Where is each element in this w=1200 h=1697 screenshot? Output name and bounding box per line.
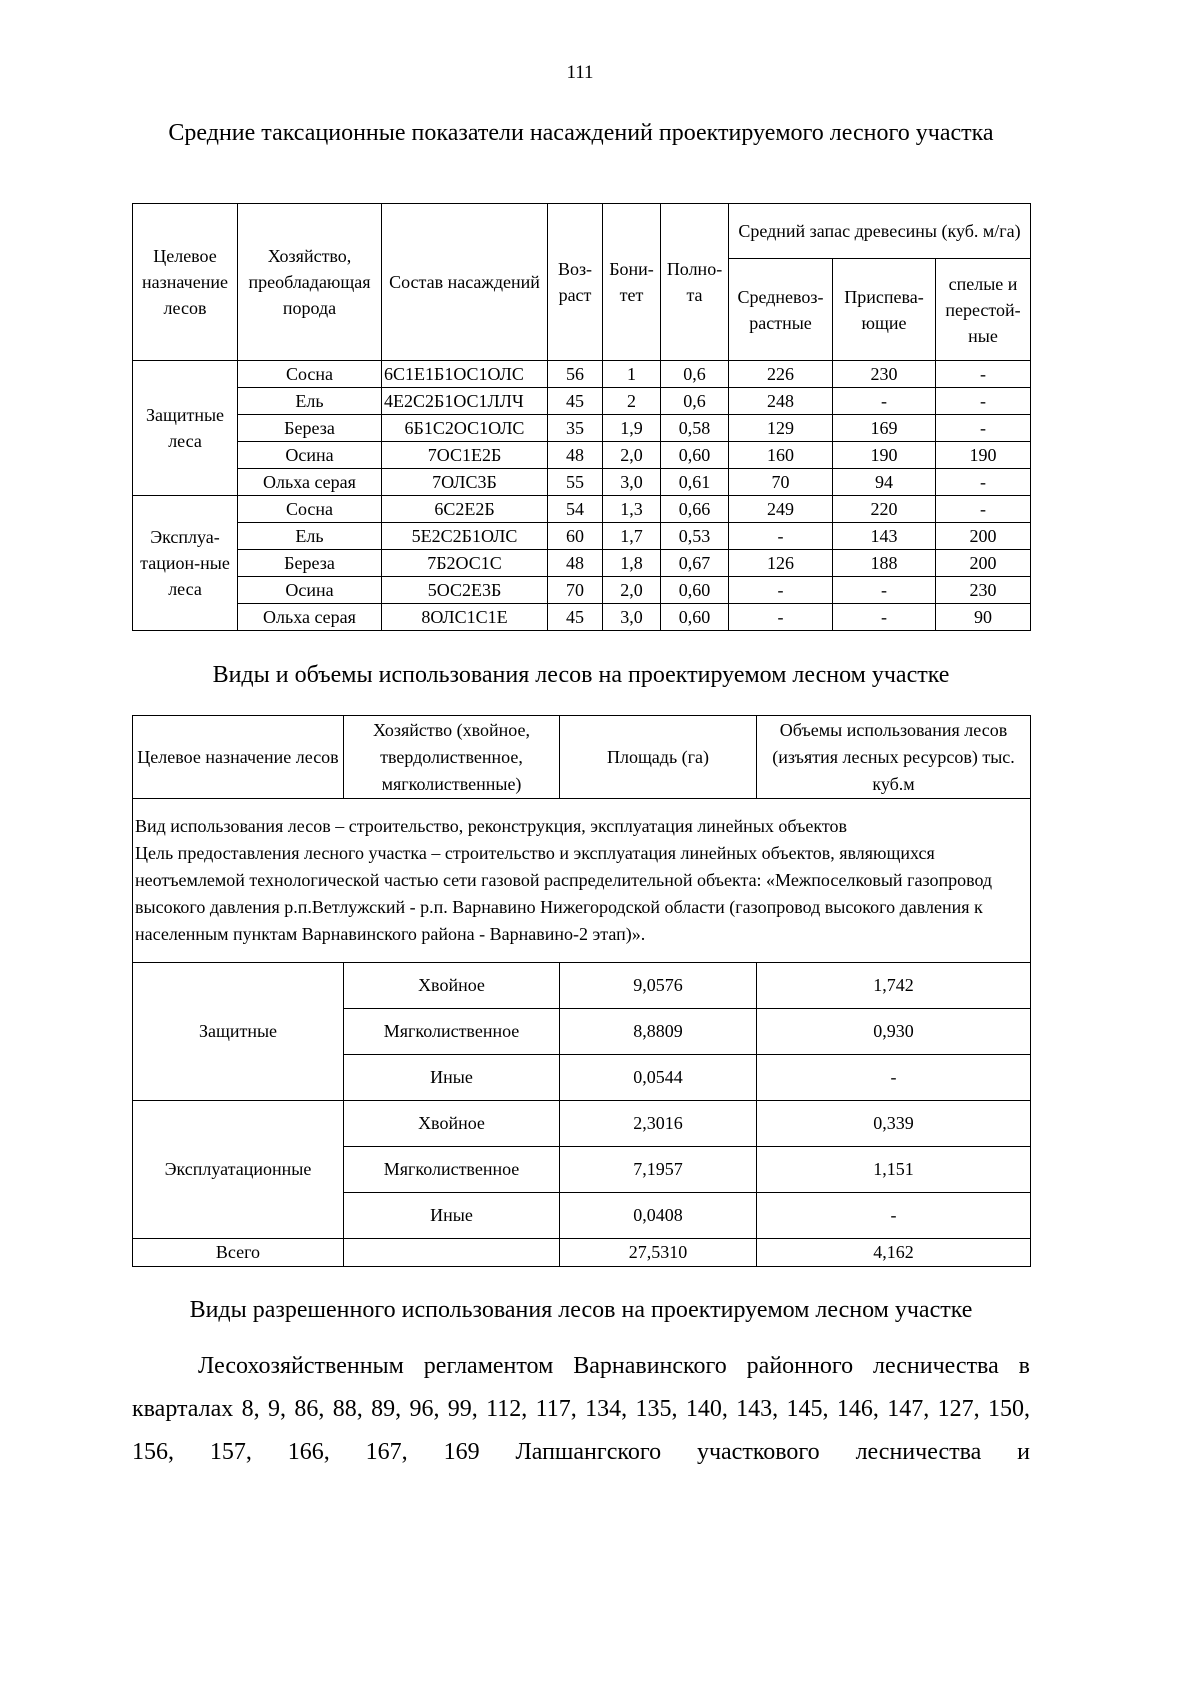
cell-farm: Ольха серая <box>238 469 382 496</box>
cell-farm: Хвойное <box>344 963 560 1009</box>
cell-middle-aged: 248 <box>729 388 833 415</box>
header-density: Полно-та <box>661 204 729 361</box>
cell-age: 48 <box>548 550 603 577</box>
cell-bonitet: 1,7 <box>603 523 661 550</box>
total-farm <box>344 1239 560 1267</box>
cell-middle-aged: 126 <box>729 550 833 577</box>
cell-mature: 230 <box>936 577 1031 604</box>
header-farm: Хозяйство, преобладающая порода <box>238 204 382 361</box>
header-age: Воз-раст <box>548 204 603 361</box>
table-row <box>133 550 1031 577</box>
cell-density: 0,66 <box>661 496 729 523</box>
cell-composition: 7ОЛС3Б <box>382 469 548 496</box>
group-name: Защитные <box>133 963 344 1101</box>
header-volume: Объемы использования лесов (изъятия лесных ресурсов) тыс. куб.м <box>757 716 1031 799</box>
cell-area: 2,3016 <box>560 1101 757 1147</box>
cell-area: 0,0544 <box>560 1055 757 1101</box>
table-row <box>133 577 1031 604</box>
cell-farm: Хвойное <box>344 1101 560 1147</box>
cell-density: 0,6 <box>661 361 729 388</box>
table2-title: Виды и объемы использования лесов на проектируемом лесном участке <box>212 662 950 688</box>
table-row <box>133 604 1031 631</box>
group-name: Защитные леса <box>133 361 238 496</box>
cell-composition: 6Б1С2ОС1ОЛС <box>382 415 548 442</box>
cell-density: 0,60 <box>661 604 729 631</box>
cell-age: 35 <box>548 415 603 442</box>
cell-farm: Осина <box>238 442 382 469</box>
table-row <box>133 496 1031 523</box>
table-row <box>133 361 1031 388</box>
cell-composition: 8ОЛС1С1Е <box>382 604 548 631</box>
cell-density: 0,60 <box>661 442 729 469</box>
cell-density: 0,58 <box>661 415 729 442</box>
cell-age: 45 <box>548 388 603 415</box>
group-name: Эксплуатационные <box>133 1101 344 1239</box>
cell-middle-aged: 226 <box>729 361 833 388</box>
cell-density: 0,61 <box>661 469 729 496</box>
header-area: Площадь (га) <box>560 716 757 799</box>
cell-bonitet: 1 <box>603 361 661 388</box>
table1-title: Средние таксационные показатели насаждений проектируемого лесного участка <box>168 120 994 146</box>
cell-age: 54 <box>548 496 603 523</box>
cell-density: 0,67 <box>661 550 729 577</box>
cell-volume: 1,151 <box>757 1147 1031 1193</box>
cell-middle-aged: 249 <box>729 496 833 523</box>
cell-composition: 4Е2С2Б1ОС1ЛЛЧ <box>382 388 548 415</box>
cell-area: 0,0408 <box>560 1193 757 1239</box>
total-label: Всего <box>133 1239 344 1267</box>
cell-volume: 0,339 <box>757 1101 1031 1147</box>
total-volume: 4,162 <box>757 1239 1031 1267</box>
cell-bonitet: 3,0 <box>603 604 661 631</box>
cell-bonitet: 1,9 <box>603 415 661 442</box>
cell-area: 9,0576 <box>560 963 757 1009</box>
cell-composition: 7Б2ОС1С <box>382 550 548 577</box>
table-row <box>133 1101 1031 1147</box>
cell-middle-aged: - <box>729 523 833 550</box>
body-paragraph: Лесохозяйственным регламентом Варнавинского районного лесничества в кварталах 8, 9, 86, 88, 89, 96, 99, 112, 117, 134, 135, 140, 143, 145, 146, 147, 127, 150, 156, 157, 166, 167, 169 Лапшангского участкового лесничества и <box>132 1353 1030 1465</box>
table-row <box>133 415 1031 442</box>
cell-ripening: - <box>833 577 936 604</box>
cell-mature: 190 <box>936 442 1031 469</box>
table-row <box>133 963 1031 1009</box>
header-purpose: Целевое назначение лесов <box>133 716 344 799</box>
cell-farm: Мягколиственное <box>344 1147 560 1193</box>
cell-farm: Ель <box>238 388 382 415</box>
cell-ripening: 169 <box>833 415 936 442</box>
header-ripening: Приспева-ющие <box>833 259 936 361</box>
cell-farm: Иные <box>344 1055 560 1101</box>
forest-use-table <box>132 715 1031 1267</box>
cell-ripening: 230 <box>833 361 936 388</box>
header-stock: Средний запас древесины (куб. м/га) <box>729 204 1031 259</box>
cell-bonitet: 2,0 <box>603 577 661 604</box>
use-goal-text: Цель предоставления лесного участка – строительство и эксплуатация линейных объектов, являющихся неотъемлемой технологической частью сети газовой распределительной объекта: «Межпоселковый газопровод высокого давления р.п.Ветлужский - р.п. Варнавино Нижегородской области (газопровод высокого давления к населенным пунктам Варнавинского района - Варнавино-2 этап)». <box>135 843 993 944</box>
cell-mature: - <box>936 388 1031 415</box>
cell-composition: 7ОС1Е2Б <box>382 442 548 469</box>
header-bonitet: Бони-тет <box>603 204 661 361</box>
cell-farm: Мягколиственное <box>344 1009 560 1055</box>
cell-farm: Осина <box>238 577 382 604</box>
cell-farm: Ольха серая <box>238 604 382 631</box>
table-row <box>133 388 1031 415</box>
cell-composition: 5Е2С2Б1ОЛС <box>382 523 548 550</box>
cell-ripening: 94 <box>833 469 936 496</box>
cell-age: 55 <box>548 469 603 496</box>
cell-middle-aged: 129 <box>729 415 833 442</box>
use-type-text: Вид использования лесов – строительство, реконструкция, эксплуатация линейных объектов <box>135 816 848 836</box>
cell-middle-aged: 70 <box>729 469 833 496</box>
cell-bonitet: 3,0 <box>603 469 661 496</box>
cell-middle-aged: - <box>729 604 833 631</box>
cell-farm: Сосна <box>238 361 382 388</box>
cell-volume: - <box>757 1193 1031 1239</box>
table-row <box>133 469 1031 496</box>
header-farm: Хозяйство (хвойное, твердолиственное, мягколиственные) <box>344 716 560 799</box>
cell-composition: 5ОС2Е3Б <box>382 577 548 604</box>
table-row <box>133 523 1031 550</box>
cell-area: 7,1957 <box>560 1147 757 1193</box>
cell-bonitet: 1,3 <box>603 496 661 523</box>
cell-composition: 6С2Е2Б <box>382 496 548 523</box>
cell-age: 56 <box>548 361 603 388</box>
cell-middle-aged: - <box>729 577 833 604</box>
cell-volume: 1,742 <box>757 963 1031 1009</box>
cell-mature: 200 <box>936 550 1031 577</box>
cell-farm: Береза <box>238 415 382 442</box>
cell-mature: - <box>936 361 1031 388</box>
cell-composition: 6С1Е1Б1ОС1ОЛС <box>382 361 548 388</box>
cell-ripening: - <box>833 604 936 631</box>
cell-age: 60 <box>548 523 603 550</box>
cell-ripening: 143 <box>833 523 936 550</box>
cell-bonitet: 2 <box>603 388 661 415</box>
cell-mature: 90 <box>936 604 1031 631</box>
cell-volume: - <box>757 1055 1031 1101</box>
cell-mature: 200 <box>936 523 1031 550</box>
header-purpose: Целевое назначение лесов <box>133 204 238 361</box>
cell-density: 0,53 <box>661 523 729 550</box>
cell-middle-aged: 160 <box>729 442 833 469</box>
use-purpose-cell <box>133 799 1031 963</box>
total-area: 27,5310 <box>560 1239 757 1267</box>
cell-age: 45 <box>548 604 603 631</box>
cell-ripening: 220 <box>833 496 936 523</box>
header-composition: Состав насаждений <box>382 204 548 361</box>
cell-farm: Иные <box>344 1193 560 1239</box>
cell-bonitet: 1,8 <box>603 550 661 577</box>
cell-farm: Береза <box>238 550 382 577</box>
page-number: 111 <box>566 62 594 83</box>
cell-volume: 0,930 <box>757 1009 1031 1055</box>
cell-farm: Сосна <box>238 496 382 523</box>
cell-mature: - <box>936 469 1031 496</box>
cell-density: 0,6 <box>661 388 729 415</box>
cell-ripening: 188 <box>833 550 936 577</box>
header-mature: спелые и перестой-ные <box>936 259 1031 361</box>
cell-mature: - <box>936 415 1031 442</box>
cell-area: 8,8809 <box>560 1009 757 1055</box>
header-middle-aged: Средневоз-растные <box>729 259 833 361</box>
cell-age: 70 <box>548 577 603 604</box>
group-name: Эксплуа-тацион-ные леса <box>133 496 238 631</box>
cell-bonitet: 2,0 <box>603 442 661 469</box>
cell-farm: Ель <box>238 523 382 550</box>
section3-title: Виды разрешенного использования лесов на проектируемом лесном участке <box>189 1297 973 1323</box>
table-row <box>133 442 1031 469</box>
cell-density: 0,60 <box>661 577 729 604</box>
cell-ripening: - <box>833 388 936 415</box>
cell-mature: - <box>936 496 1031 523</box>
cell-age: 48 <box>548 442 603 469</box>
forest-indicators-table <box>132 203 1031 631</box>
cell-ripening: 190 <box>833 442 936 469</box>
